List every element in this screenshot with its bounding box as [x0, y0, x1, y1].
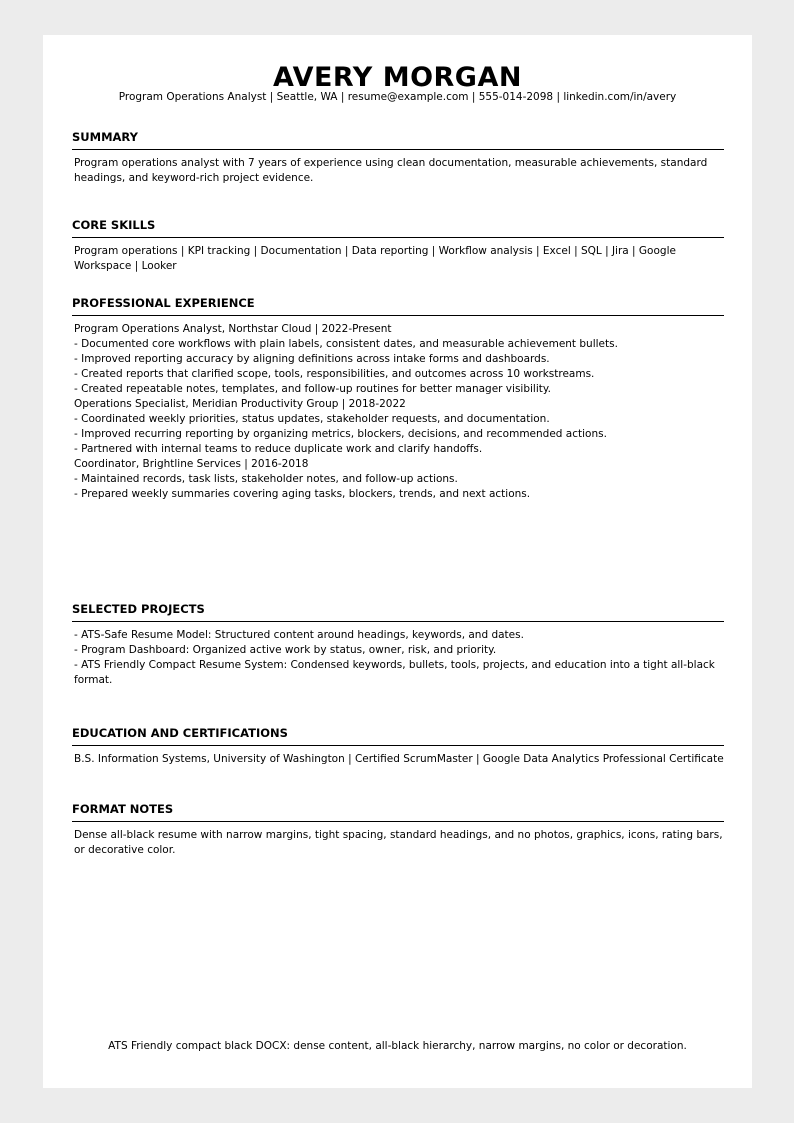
- list-item: Operations Specialist, Meridian Productivity Group | 2018-2022: [74, 398, 406, 410]
- section-heading: FORMAT NOTES: [72, 802, 724, 822]
- list-item: - Documented core workflows with plain labels, consistent dates, and measurable achievement bullets.: [74, 338, 618, 350]
- list-item: - Coordinated weekly priorities, status updates, stakeholder requests, and documentation.: [74, 413, 550, 425]
- skills-paragraph: Program operations | KPI tracking | Documentation | Data reporting | Workflow analysis | Excel | SQL | Jira | Google Workspace | Looker: [74, 245, 676, 272]
- list-item: - Program Dashboard: Organized active work by status, owner, risk, and priority.: [74, 644, 497, 656]
- resume-page: [43, 35, 752, 1088]
- list-item: - Improved recurring reporting by organizing metrics, blockers, decisions, and recommended actions.: [74, 428, 607, 440]
- projects-section: [72, 602, 724, 688]
- list-item: - Improved reporting accuracy by aligning definitions across intake forms and dashboards.: [74, 353, 550, 365]
- list-item: - ATS Friendly Compact Resume System: Condensed keywords, bullets, tools, projects, and education into a tight all-black format.: [74, 659, 715, 686]
- list-item: Program Operations Analyst, Northstar Cloud | 2022-Present: [74, 323, 392, 335]
- format-notes-text: [72, 828, 724, 858]
- education-text: [72, 752, 724, 767]
- section-heading: SELECTED PROJECTS: [72, 602, 724, 622]
- education-section: [72, 726, 724, 767]
- skills-section: [72, 218, 724, 274]
- section-heading: EDUCATION AND CERTIFICATIONS: [72, 726, 724, 746]
- summary-text: [72, 156, 724, 186]
- list-item: - Partnered with internal teams to reduce duplicate work and clarify handoffs.: [74, 443, 483, 455]
- list-item: - Maintained records, task lists, stakeholder notes, and follow-up actions.: [74, 473, 458, 485]
- section-heading: PROFESSIONAL EXPERIENCE: [72, 296, 724, 316]
- education-paragraph: B.S. Information Systems, University of Washington | Certified ScrumMaster | Google Data Analytics Professional Certificate: [74, 753, 724, 765]
- summary-section: [72, 130, 724, 186]
- list-item: - Created repeatable notes, templates, and follow-up routines for better manager visibility.: [74, 383, 551, 395]
- list-item: - Prepared weekly summaries covering aging tasks, blockers, trends, and next actions.: [74, 488, 531, 500]
- section-heading: CORE SKILLS: [72, 218, 724, 238]
- candidate-name: AVERY MORGAN: [273, 62, 522, 93]
- experience-section: [72, 296, 724, 502]
- list-item: - Created reports that clarified scope, tools, responsibilities, and outcomes across 10 workstreams.: [74, 368, 595, 380]
- page-footer: ATS Friendly compact black DOCX: dense content, all-black hierarchy, narrow margins, no color or decoration.: [108, 1040, 687, 1052]
- format-notes-paragraph: Dense all-black resume with narrow margins, tight spacing, standard headings, and no photos, graphics, icons, rating bars, or decorative color.: [74, 829, 723, 856]
- format-notes-section: [72, 802, 724, 858]
- skills-text: [72, 244, 724, 274]
- projects-list: [72, 628, 724, 688]
- contact-line: Program Operations Analyst | Seattle, WA | resume@example.com | 555-014-2098 | linkedin.com/in/avery: [118, 91, 677, 103]
- list-item: - ATS-Safe Resume Model: Structured content around headings, keywords, and dates.: [74, 629, 524, 641]
- list-item: Coordinator, Brightline Services | 2016-2018: [74, 458, 309, 470]
- summary-paragraph: Program operations analyst with 7 years of experience using clean documentation, measurable achievements, standard headings, and keyword-rich project evidence.: [74, 157, 708, 184]
- experience-list: [72, 322, 724, 502]
- section-heading: SUMMARY: [72, 130, 724, 150]
